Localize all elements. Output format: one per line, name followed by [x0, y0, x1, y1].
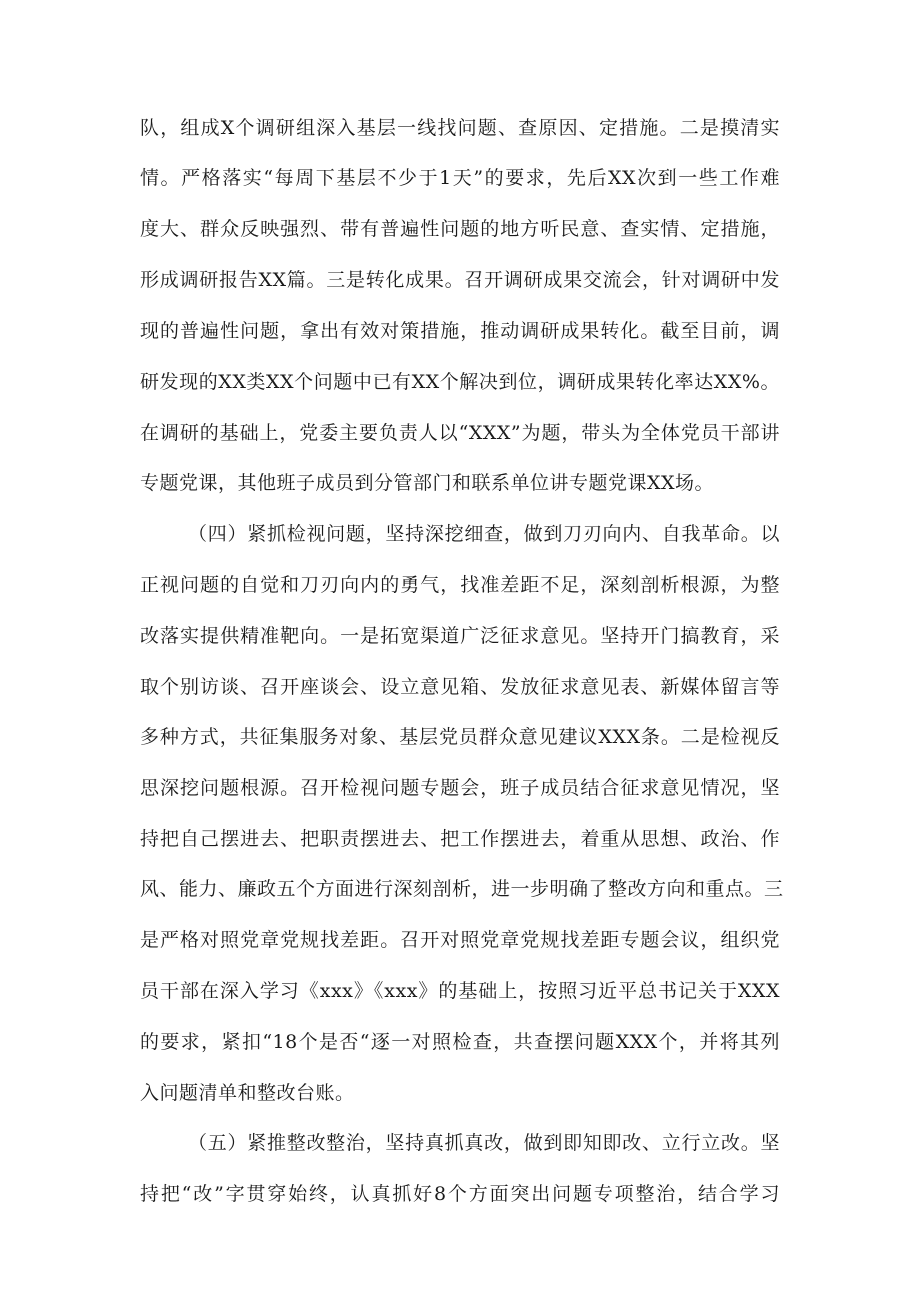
paragraph-line: 在调研的基础上，党委主要负责人以“XXX”为题，带头为全体党员干部讲: [140, 422, 780, 444]
paragraph-line: 度大、群众反映强烈、带有普遍性问题的地方听民意、查实情、定措施，: [140, 218, 780, 240]
paragraph-line: 专题党课，其他班子成员到分管部门和联系单位讲专题党课XX场。: [140, 472, 715, 494]
paragraph-line: 入问题清单和整改台账。: [140, 1082, 355, 1104]
paragraph-line: 持把自己摆进去、把职责摆进去、把工作摆进去，着重从思想、政治、作: [140, 828, 780, 850]
paragraph-line: 取个别访谈、召开座谈会、设立意见箱、发放征求意见表、新媒体留言等: [140, 676, 780, 698]
paragraph-line: 研发现的XX类XX个问题中已有XX个解决到位，调研成果转化率达XX%。: [140, 371, 780, 393]
paragraph-line: 改落实提供精准靶向。一是拓宽渠道广泛征求意见。坚持开门搞教育，采: [140, 625, 780, 647]
paragraph-line: 情。严格落实“每周下基层不少于1天”的要求，先后XX次到一些工作难: [140, 167, 780, 189]
paragraph-line: 思深挖问题根源。召开检视问题专题会，班子成员结合征求意见情况，坚: [140, 777, 780, 799]
paragraph-line: 员干部在深入学习《xxx》《xxx》的基础上，按照习近平总书记关于XXX: [140, 980, 780, 1002]
section-heading-line: （四）紧抓检视问题，坚持深挖细查，做到刀刃向内、自我革命。以: [188, 523, 780, 545]
paragraph-line: 正视问题的自觉和刀刃向内的勇气，找准差距不足，深刻剖析根源，为整: [140, 574, 780, 596]
section-heading-line: （五）紧推整改整治，坚持真抓真改，做到即知即改、立行立改。坚: [188, 1132, 780, 1154]
paragraph-line: 形成调研报告XX篇。三是转化成果。召开调研成果交流会，针对调研中发: [140, 269, 780, 291]
paragraph-line: 队，组成X个调研组深入基层一线找问题、查原因、定措施。二是摸清实: [140, 117, 780, 139]
paragraph-line: 风、能力、廉政五个方面进行深刻剖析，进一步明确了整改方向和重点。三: [140, 878, 784, 900]
paragraph-line: 多种方式，共征集服务对象、基层党员群众意见建议XXX条。二是检视反: [140, 726, 780, 748]
paragraph-line: 现的普遍性问题，拿出有效对策措施，推动调研成果转化。截至目前，调: [140, 320, 780, 342]
paragraph-line: 的要求，紧扣“18个是否“逐一对照检查，共查摆问题XXX个，并将其列: [140, 1031, 780, 1053]
paragraph-line: 是严格对照党章党规找差距。召开对照党章党规找差距专题会议，组织党: [140, 929, 780, 951]
paragraph-line: 持把“改”字贯穿始终，认真抓好8个方面突出问题专项整治，结合学习: [140, 1183, 780, 1205]
